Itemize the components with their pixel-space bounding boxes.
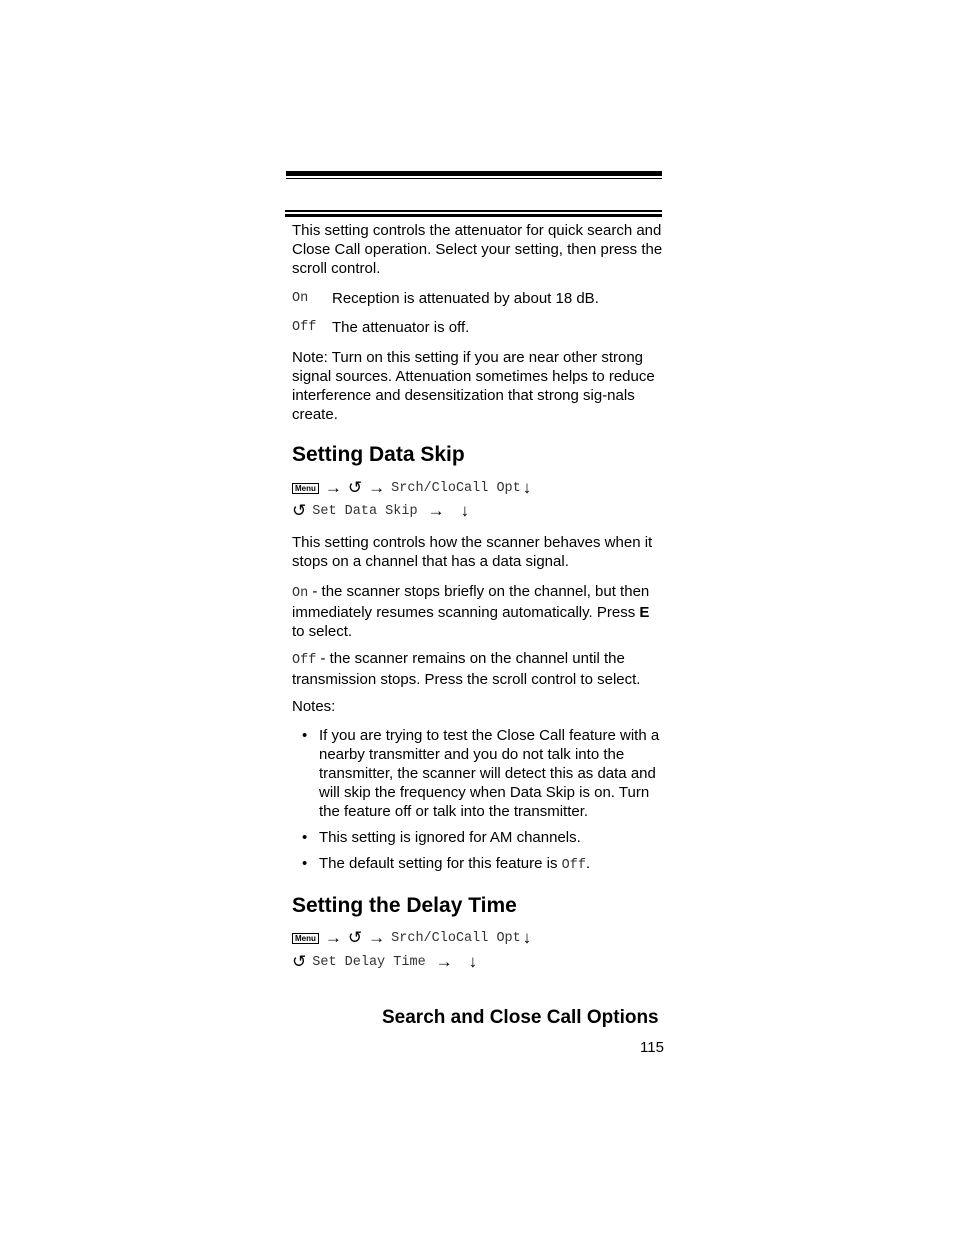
arrow-right-icon: → <box>368 928 386 947</box>
menu-path-item: Set Delay Time <box>312 954 426 970</box>
scroll-control-icon: ↺ <box>347 928 363 947</box>
menu-path-item: Srch/CloCall Opt <box>391 930 521 946</box>
notes-list <box>300 726 664 882</box>
option-desc: The attenuator is off. <box>332 319 470 336</box>
header-rule-top <box>286 171 662 179</box>
option-term: Off <box>292 653 317 668</box>
scroll-control-icon: ↺ <box>292 501 307 520</box>
data-skip-nav-line-1 <box>292 478 537 498</box>
delay-time-nav-line-2 <box>292 952 483 972</box>
key-e: E <box>639 604 650 621</box>
arrow-right-icon: → <box>324 928 342 947</box>
option-term: On <box>292 291 309 306</box>
data-skip-nav-line-2 <box>292 501 475 521</box>
section-heading-delay-time: Setting the Delay Time <box>292 894 517 917</box>
page-number: 115 <box>640 1039 664 1056</box>
arrow-right-icon: → <box>435 952 453 971</box>
scroll-control-icon: ↺ <box>347 478 363 497</box>
scroll-control-icon: ↺ <box>292 952 307 971</box>
intro-paragraph: This setting controls the attenuator for quick search and Close Call operation. Select your setting, then press the scroll control. <box>292 222 663 277</box>
option-term: Off <box>292 320 317 335</box>
data-skip-on-description: On - the scanner stops briefly on the channel, but then immediately resumes scanning automatically. Press E to select. <box>292 583 650 640</box>
arrow-down-icon: ↓ <box>460 501 470 520</box>
header-rule-bottom <box>285 210 662 217</box>
menu-key-icon: Menu <box>292 933 319 944</box>
option-term: Off <box>561 858 586 873</box>
arrow-right-icon: → <box>324 478 342 497</box>
section-heading-data-skip: Setting Data Skip <box>292 443 465 466</box>
arrow-down-icon: ↓ <box>522 928 532 947</box>
attenuator-note: Note: Turn on this setting if you are near other strong signal sources. Attenuation sometimes helps to reduce interference and desensitization that strong sig-nals create. <box>292 349 655 423</box>
menu-path-item: Set Data Skip <box>312 503 418 519</box>
list-item: • If you are trying to test the Close Call feature with a nearby transmitter and you do not talk into the transmitter, the scanner will detect this as data and will skip the frequency when Data Skip is on. Turn the feature off or talk into the transmitter. <box>302 727 660 820</box>
data-skip-paragraph: This setting controls how the scanner behaves when it stops on a channel that has a data signal. <box>292 534 653 570</box>
arrow-right-icon: → <box>368 478 386 497</box>
delay-time-nav-line-1 <box>292 928 537 948</box>
arrow-right-icon: → <box>427 501 445 520</box>
arrow-down-icon: ↓ <box>522 478 532 497</box>
footer-section-title: Search and Close Call Options <box>382 1007 659 1028</box>
arrow-down-icon: ↓ <box>468 952 478 971</box>
data-skip-off-description: Off - the scanner remains on the channel until the transmission stops. Press the scroll control to select. <box>292 650 641 688</box>
list-item: • This setting is ignored for AM channels. <box>302 829 581 846</box>
option-term: On <box>292 586 309 601</box>
notes-label: Notes: <box>292 698 336 715</box>
menu-key-icon: Menu <box>292 483 319 494</box>
option-desc: Reception is attenuated by about 18 dB. <box>332 290 599 307</box>
menu-path-item: Srch/CloCall Opt <box>391 480 521 496</box>
list-item: • The default setting for this feature is Off. <box>302 855 591 873</box>
